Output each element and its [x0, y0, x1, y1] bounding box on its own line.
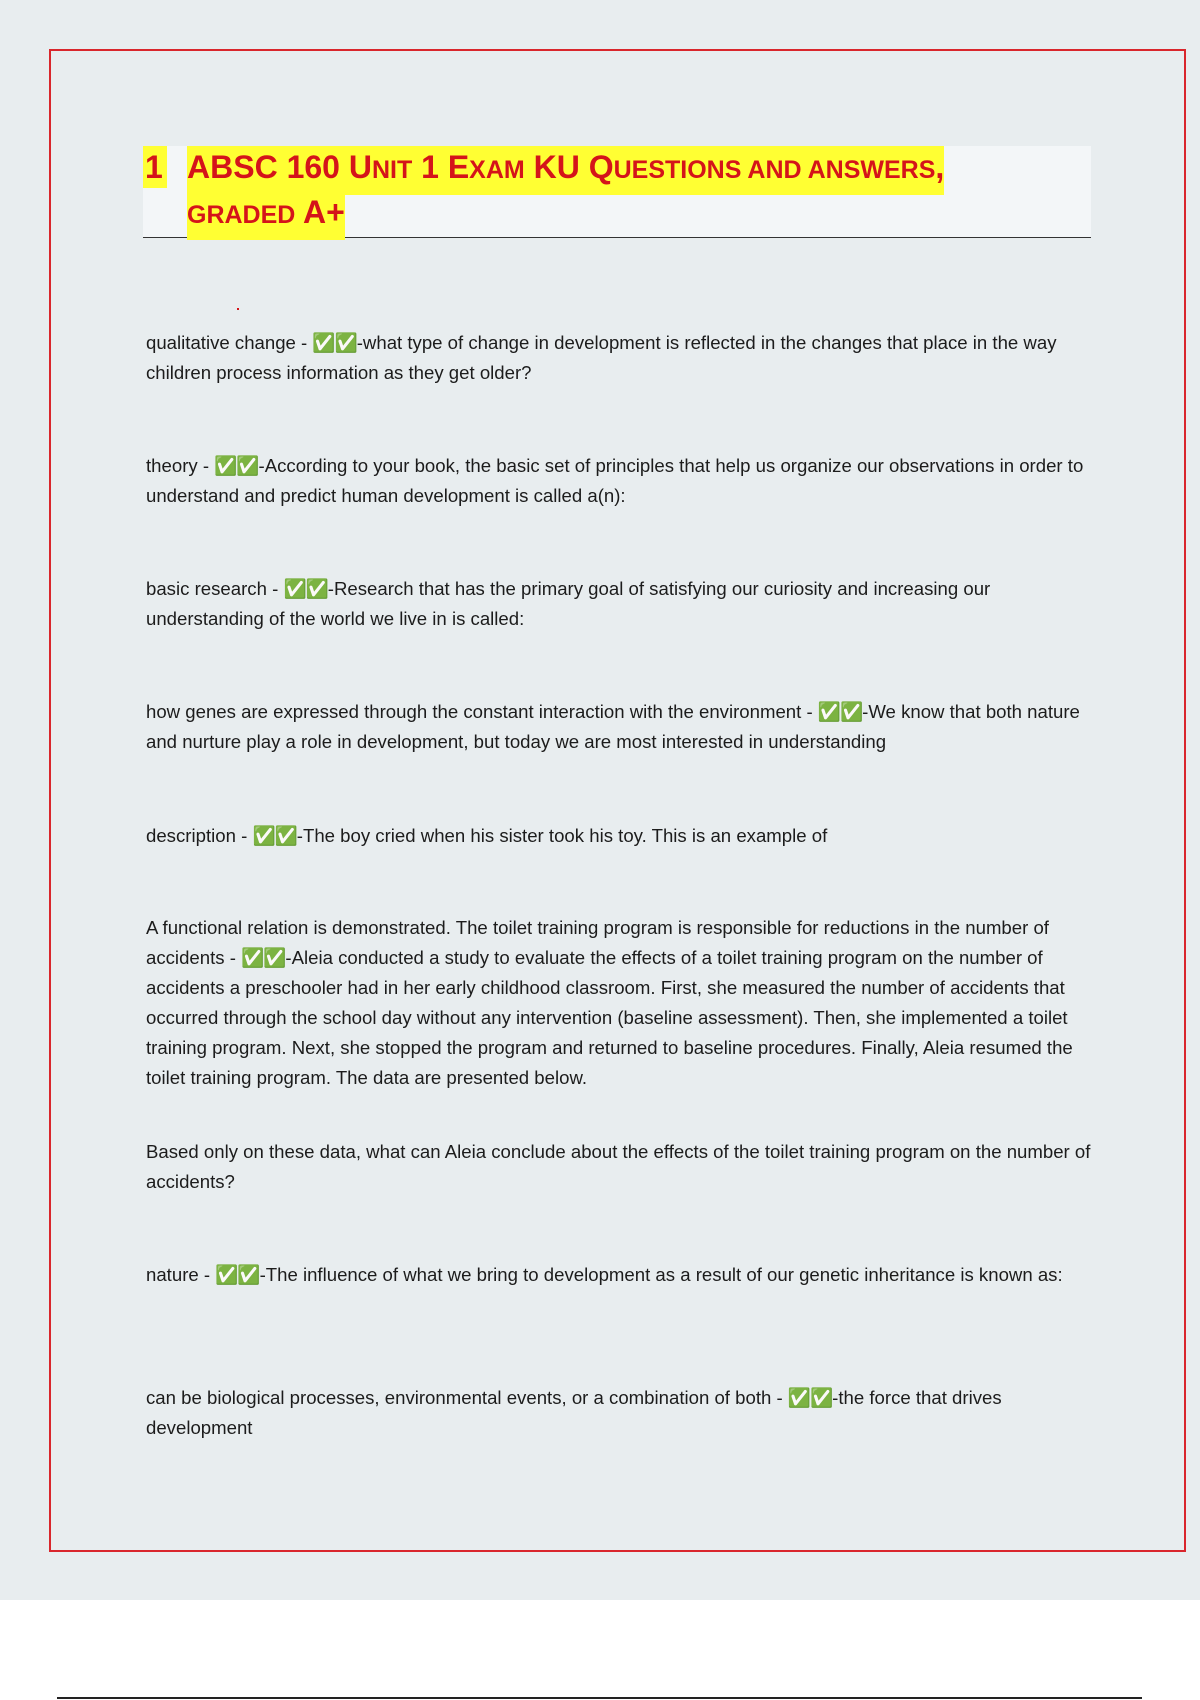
qa-item — [146, 697, 1091, 757]
document-heading — [143, 146, 1091, 238]
qa-item — [146, 328, 1091, 388]
qa-question: -what type of change in development is reflected in the changes that place in the way children process information as they get older? — [146, 332, 1057, 383]
double-check-icon: ✅✅ — [312, 332, 357, 353]
double-check-icon: ✅✅ — [787, 1387, 833, 1408]
page-frame — [49, 49, 1186, 1552]
footer-rule — [57, 1697, 1142, 1699]
qa-item — [146, 451, 1091, 511]
heading-seg: GRADED — [187, 201, 296, 229]
double-check-icon: ✅✅ — [215, 1264, 260, 1285]
double-check-icon: ✅✅ — [241, 947, 286, 968]
qa-question: -Research that has the primary goal of satisfying our curiosity and increasing our understanding of the world we live in is called: — [146, 578, 991, 629]
double-check-icon: ✅✅ — [817, 701, 863, 722]
qa-answer: theory - — [146, 455, 215, 476]
heading-line-1 — [187, 146, 944, 195]
qa-item — [146, 1383, 1091, 1443]
heading-seg: 1 E — [412, 149, 470, 185]
heading-line-2 — [187, 191, 345, 240]
stray-mark — [237, 308, 239, 310]
heading-seg: , — [935, 149, 945, 185]
qa-item — [146, 821, 1091, 851]
heading-seg: XAM — [469, 156, 525, 184]
qa-item-continued — [146, 1137, 1091, 1197]
heading-seg: UESTIONS AND ANSWERS — [613, 156, 936, 184]
qa-item — [146, 913, 1091, 1093]
qa-question: -We know that both nature and nurture play a role in development, but today we are most interested in understanding — [146, 701, 1080, 752]
qa-answer: nature - — [146, 1264, 216, 1285]
heading-seg: NIT — [371, 156, 413, 184]
double-check-icon: ✅✅ — [214, 455, 259, 476]
qa-item — [146, 1260, 1091, 1290]
qa-item — [146, 574, 1091, 634]
qa-question: -According to your book, the basic set of principles that help us organize our observations in order to understand and predict human development is called a(n): — [146, 455, 1084, 506]
qa-answer: description - — [146, 825, 253, 846]
heading-seg: A+ — [295, 194, 345, 230]
qa-question: -The boy cried when his sister took his toy. This is an example of — [296, 825, 828, 846]
qa-answer: qualitative change - — [146, 332, 313, 353]
double-check-icon: ✅✅ — [283, 578, 328, 599]
qa-answer: A functional relation is demonstrated. The toilet training program is responsible for reductions in the number of accidents - — [146, 917, 1049, 968]
qa-question: -The influence of what we bring to development as a result of our genetic inheritance is known as: — [259, 1264, 1063, 1285]
qa-question: Based only on these data, what can Aleia conclude about the effects of the toilet training program on the number of accidents? — [146, 1141, 1091, 1192]
qa-answer: basic research - — [146, 578, 284, 599]
heading-seg: ABSC 160 U — [187, 149, 372, 185]
qa-question: -the force that drives development — [146, 1387, 1002, 1438]
heading-seg: KU Q — [524, 149, 614, 185]
qa-answer: can be biological processes, environmental events, or a combination of both - — [146, 1387, 788, 1408]
qa-answer: how genes are expressed through the constant interaction with the environment - — [146, 701, 818, 722]
heading-number: 1 — [143, 146, 167, 188]
qa-question: -Aleia conducted a study to evaluate the effects of a toilet training program on the number of accidents a preschooler had in her early childhood classroom. First, she measured the number of accidents that occurred through the school day without any intervention (baseline assessment). Then, she implemented a toilet training program. Next, she stopped the program and returned to baseline procedures. Finally, Aleia resumed the toilet training program. The data are presented below. — [146, 947, 1073, 1088]
double-check-icon: ✅✅ — [252, 825, 297, 846]
